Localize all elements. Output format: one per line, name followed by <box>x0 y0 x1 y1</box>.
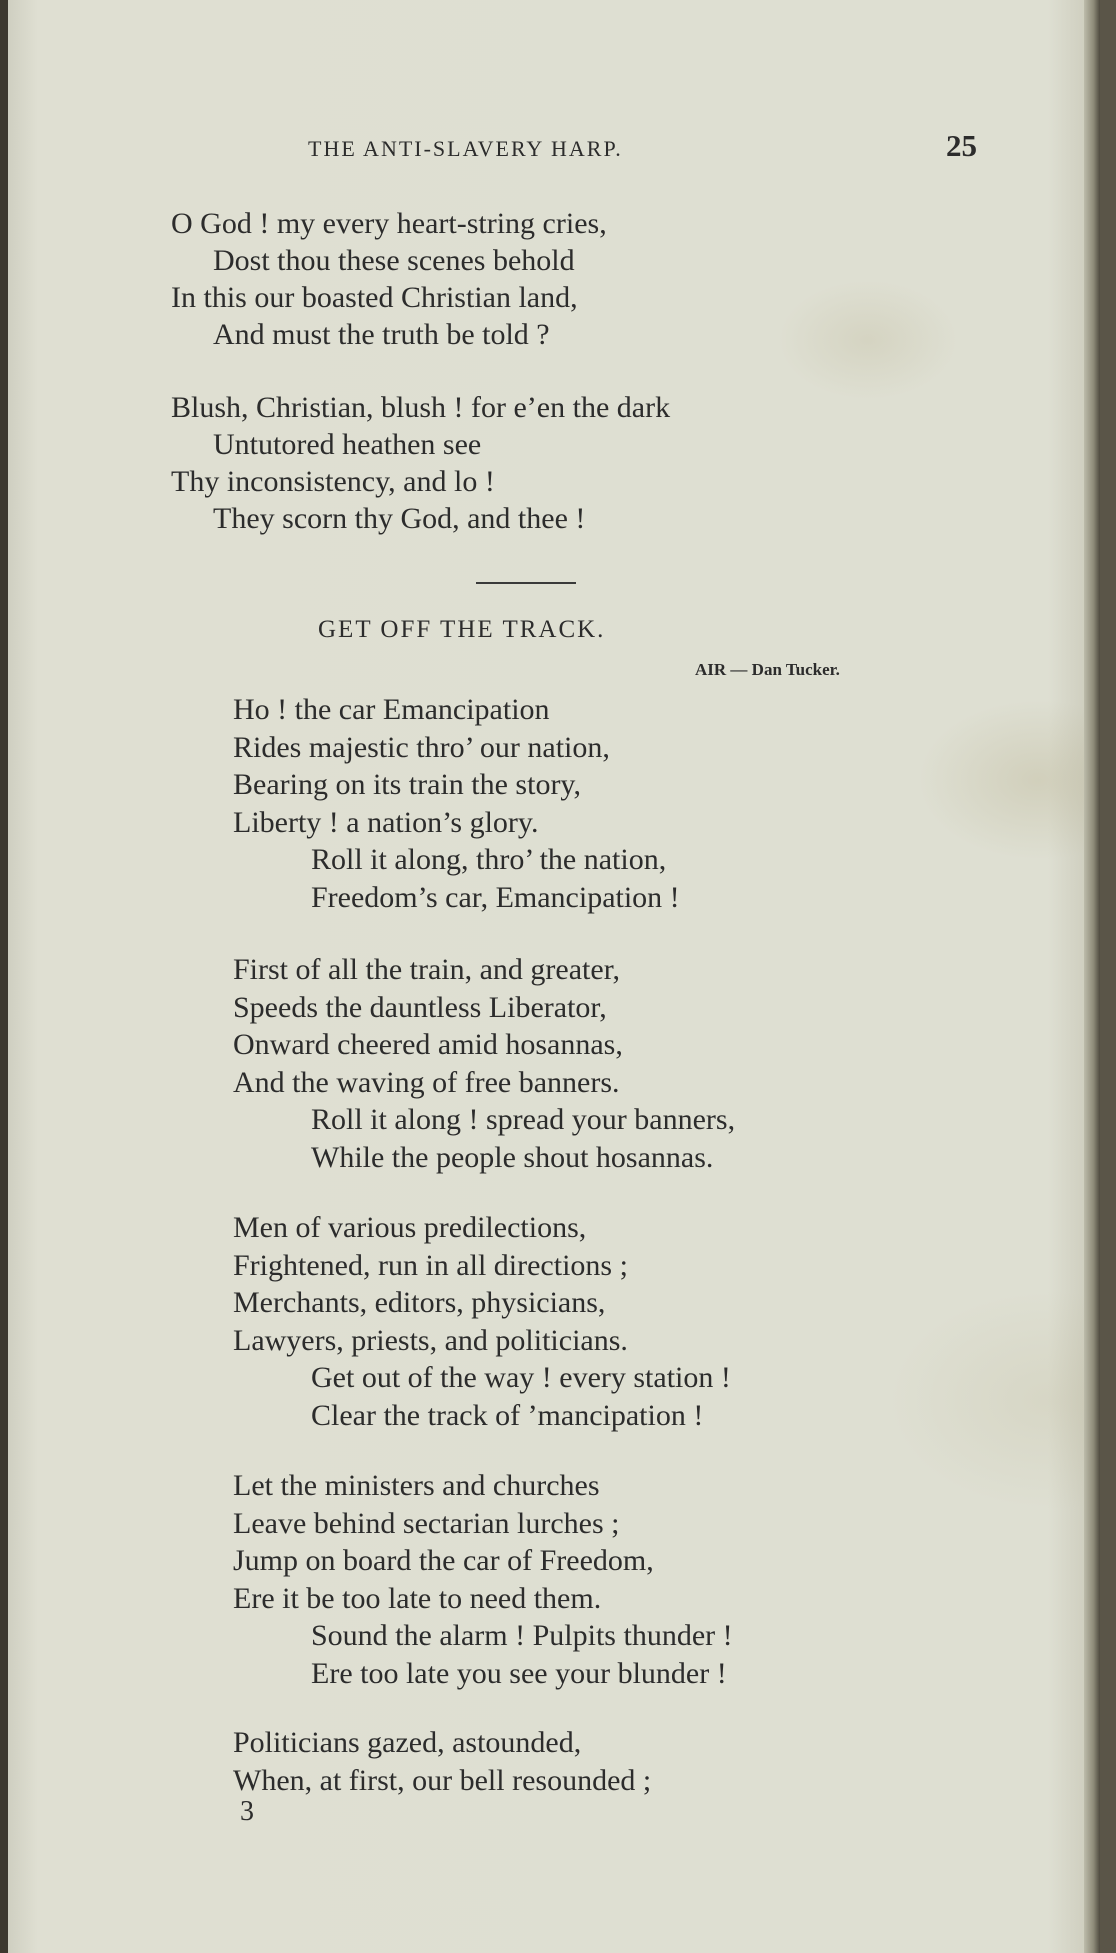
page-edge <box>1084 0 1100 1953</box>
verse-line: Leave behind sectarian lurches ; <box>233 1506 620 1540</box>
signature-mark: 3 <box>240 1796 254 1827</box>
book-page <box>8 0 1100 1953</box>
refrain-line: Roll it along, thro’ the nation, <box>311 843 667 876</box>
song-stanza-2 <box>233 951 735 1176</box>
refrain-line: Ere too late you see your blunder ! <box>311 1656 727 1690</box>
poem1-stanza-2 <box>171 389 670 537</box>
section-divider <box>476 582 576 584</box>
song-stanza-3 <box>233 1209 731 1434</box>
song-stanza-5 <box>233 1724 651 1799</box>
poem1-stanza-1 <box>171 205 607 353</box>
song-title: GET OFF THE TRACK. <box>318 616 606 643</box>
verse-line: Let the ministers and churches <box>233 1469 600 1502</box>
binding-edge <box>0 0 8 1953</box>
verse-line: Onward cheered amid hosannas, <box>233 1028 623 1061</box>
refrain-line: Sound the alarm ! Pulpits thunder ! <box>311 1619 733 1652</box>
verse-line: Men of various predilections, <box>233 1211 587 1244</box>
refrain-line: Get out of the way ! every station ! <box>311 1361 731 1394</box>
song-air: AIR — Dan Tucker. <box>695 660 840 679</box>
verse-line: Ere it be too late to need them. <box>233 1581 602 1615</box>
page-number: 25 <box>946 128 977 163</box>
verse-line: O God ! my every heart-string cries, <box>171 207 607 240</box>
song-stanza-4 <box>233 1467 733 1692</box>
verse-line: Blush, Christian, blush ! for e’en the dark <box>171 391 671 424</box>
verse-line: Speeds the dauntless Liberator, <box>233 990 607 1024</box>
verse-line: And must the truth be told ? <box>213 318 550 351</box>
verse-line: Lawyers, priests, and politicians. <box>233 1323 628 1357</box>
verse-line: And the waving of free banners. <box>233 1065 620 1099</box>
verse-line: Thy inconsistency, and lo ! <box>171 465 495 498</box>
verse-line: They scorn thy God, and thee ! <box>213 502 586 535</box>
verse-line: Dost thou these scenes behold <box>213 244 575 277</box>
verse-line: Bearing on its train the story, <box>233 768 581 801</box>
running-head: THE ANTI-SLAVERY HARP. <box>308 136 623 161</box>
refrain-line: While the people shout hosannas. <box>311 1140 714 1174</box>
refrain-line: Freedom’s car, Emancipation ! <box>311 880 680 914</box>
refrain-line: Roll it along ! spread your banners, <box>311 1103 736 1136</box>
verse-line: Politicians gazed, astounded, <box>233 1726 582 1759</box>
verse-line: When, at first, our bell resounded ; <box>233 1763 652 1797</box>
verse-line: Jump on board the car of Freedom, <box>233 1544 654 1577</box>
verse-line: Merchants, editors, physicians, <box>233 1286 606 1319</box>
verse-line: Untutored heathen see <box>213 428 482 461</box>
verse-line: Frightened, run in all directions ; <box>233 1248 628 1282</box>
verse-line: In this our boasted Christian land, <box>171 281 578 314</box>
verse-line: Liberty ! a nation’s glory. <box>233 805 539 839</box>
verse-line: First of all the train, and greater, <box>233 953 620 986</box>
song-stanza-1 <box>233 691 680 916</box>
verse-line: Rides majestic thro’ our nation, <box>233 730 610 764</box>
refrain-line: Clear the track of ’mancipation ! <box>311 1398 704 1432</box>
verse-line: Ho ! the car Emancipation <box>233 693 550 726</box>
